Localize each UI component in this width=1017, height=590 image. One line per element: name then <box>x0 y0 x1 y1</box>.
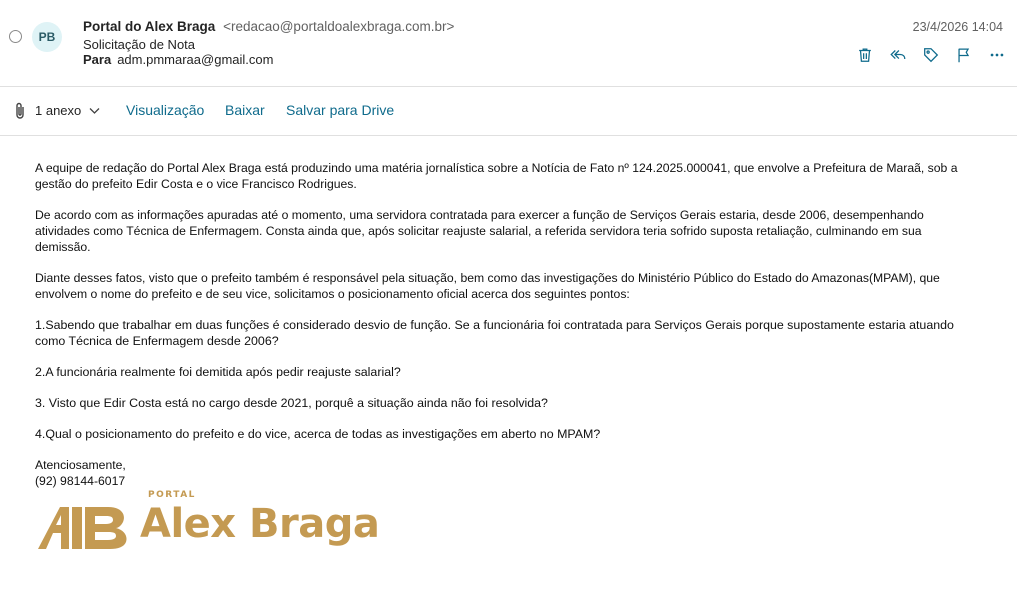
recipient-address[interactable]: adm.pmmaraa@gmail.com <box>117 52 274 67</box>
body-paragraph: De acordo com as informações apuradas até o momento, uma servidora contratada para exercer a função de Serviços Gerais estaria, desde 2006, desempenhando atividades como Técnica de Enfermagem. Consta ainda que, após solicitar reajuste salarial, a referida servidora teria sofrido suposta retaliação, culminando em sua demissão. <box>35 208 924 254</box>
tag-icon <box>922 46 940 64</box>
attachment-count-label: 1 anexo <box>35 103 82 118</box>
attachment-count-dropdown[interactable] <box>35 103 100 118</box>
flag-button[interactable] <box>947 44 980 66</box>
question-1: 1.Sabendo que trabalhar em duas funções é considerado desvio de função. Se a funcionária foi contratada para Serviços Gerais porque supostamente estaria atuando como Técnica de Enfermagem desde 2006? <box>35 318 954 348</box>
phone-number: (92) 98144-6017 <box>35 474 126 488</box>
sender-email[interactable]: <redacao@portaldoalexbraga.com.br> <box>223 19 455 34</box>
reply-all-icon <box>889 46 907 64</box>
sender-name[interactable]: Portal do Alex Braga <box>83 19 216 34</box>
email-datetime: 23/4/2026 14:04 <box>912 20 1003 34</box>
body-paragraph: A equipe de redação do Portal Alex Braga está produzindo uma matéria jornalística sobre a Notícia de Fato nº 124.2025.000041, que envolve a Prefeitura de Maraã, sob a gestão do prefeito Edir Costa e o vice Francisco Rodrigues. <box>35 161 958 191</box>
closing: Atenciosamente, <box>35 458 126 472</box>
trash-icon <box>856 46 874 64</box>
chevron-down-icon <box>89 107 100 115</box>
question-2: 2.A funcionária realmente foi demitida após pedir reajuste salarial? <box>35 365 401 379</box>
email-body <box>35 160 980 489</box>
delete-button[interactable] <box>848 44 881 66</box>
message-actions <box>848 44 1013 66</box>
download-link[interactable]: Baixar <box>225 102 265 118</box>
more-icon <box>988 46 1006 64</box>
email-header <box>0 0 1017 87</box>
more-button[interactable] <box>980 44 1013 66</box>
logo-small-text: PORTAL <box>148 490 196 500</box>
tag-button[interactable] <box>914 44 947 66</box>
flag-icon <box>955 46 973 64</box>
portal-logo <box>38 489 398 553</box>
to-label: Para <box>83 52 112 67</box>
question-4: 4.Qual o posicionamento do prefeito e do vice, acerca de todas as investigações em aberto no MPAM? <box>35 427 601 441</box>
avatar[interactable]: PB <box>32 22 62 52</box>
recipient-line <box>83 52 273 67</box>
save-to-drive-link[interactable]: Salvar para Drive <box>286 102 395 118</box>
reply-all-button[interactable] <box>881 44 914 66</box>
question-3: 3. Visto que Edir Costa está no cargo desde 2021, porquê a situação ainda não foi resolvida? <box>35 396 548 410</box>
select-radio[interactable] <box>9 30 22 43</box>
body-paragraph: Diante desses fatos, visto que o prefeito também é responsável pela situação, bem como das investigações do Ministério Público do Estado do Amazonas(MPAM), que envolvem o nome do prefeito e de seu vice, solicitamos o posicionamento oficial acerca dos seguintes pontos: <box>35 271 940 301</box>
sender-line <box>83 19 454 34</box>
attachment-bar <box>0 87 1017 136</box>
preview-link[interactable]: Visualização <box>126 102 205 118</box>
email-subject: Solicitação de Nota <box>83 37 196 52</box>
logo-monogram-icon <box>38 489 134 551</box>
logo-main-text: Alex Braga <box>140 501 380 547</box>
paperclip-icon <box>12 101 28 121</box>
